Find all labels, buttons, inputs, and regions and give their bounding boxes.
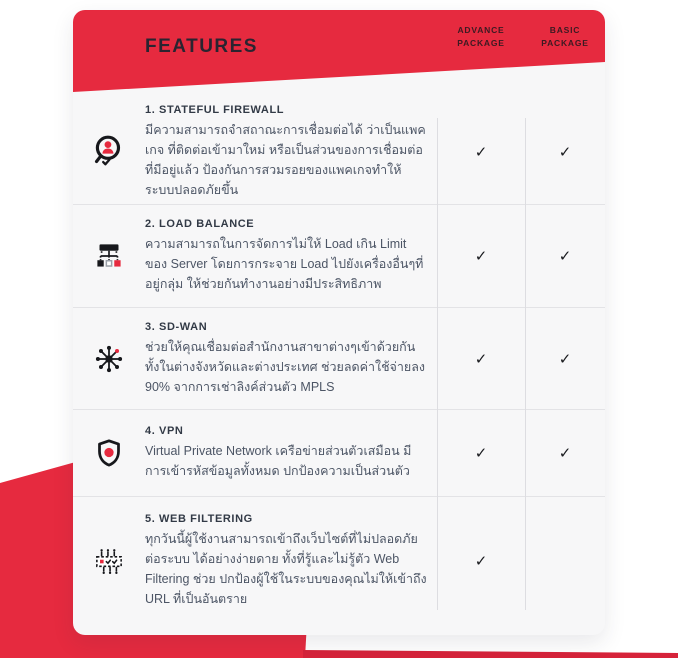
column-header-advance-line2: PACKAGE xyxy=(457,38,505,48)
features-card xyxy=(73,10,605,635)
check-basic: ✓ xyxy=(558,445,572,462)
shield-dot-icon xyxy=(73,410,145,496)
load-balancer-icon xyxy=(73,205,145,307)
column-header-basic-line2: PACKAGE xyxy=(541,38,589,48)
feature-text-block xyxy=(145,497,437,625)
check-advance: ✓ xyxy=(474,248,488,265)
feature-description: ทุกวันนี้ผู้ใช้งานสามารถเข้าถึงเว็บไซต์ที่ไม่ปลอดภัยต่อระบบ ได้อย่างง่ายดาย ทั้งที่รู้และไม่รู้ตัว Web Filtering ช่วย ปกป้องผู้ใช้ในระบบของคุณไม่ให้เข้าถึง URL ที่เป็นอันตราย xyxy=(145,532,427,606)
column-divider-left xyxy=(437,118,438,610)
column-header-basic-line1: BASIC xyxy=(549,25,581,35)
feature-description: ความสามารถในการจัดการไม่ให้ Load เกิน Limit ของ Server โดยการกระจาย Load ไปยังเครื่องอื่นๆที่อยู่กลุ่ม ให้ช่วยกันทำงานอย่างมีประสิทธิภาพ xyxy=(145,237,424,291)
check-basic: ✓ xyxy=(558,350,572,368)
feature-title: 5. WEB FILTERING xyxy=(145,513,253,525)
check-advance: ✓ xyxy=(474,144,488,161)
check-basic: ✓ xyxy=(558,248,572,265)
feature-description: ช่วยให้คุณเชื่อมต่อสำนักงานสาขาต่างๆเข้าด้วยกัน ทั้งในต่างจังหวัดและต่างประเทศ ช่วยลดค่าใช้จ่ายลง 90% จากการเช่าลิงค์ส่วนตัว MPLS xyxy=(145,339,425,394)
check-advance: ✓ xyxy=(474,350,488,368)
check-advance: ✓ xyxy=(474,553,488,570)
features-heading: FEATURES xyxy=(145,36,258,57)
column-divider-right xyxy=(525,118,526,610)
column-header-basic xyxy=(525,24,605,50)
filter-checklist-icon xyxy=(73,497,145,625)
check-advance: ✓ xyxy=(474,445,488,462)
feature-description: มีความสามารถจำสถาณะการเชื่อมต่อได้ ว่าเป็นแพคเกจ ที่ติดต่อเข้ามาใหม่ หรือเป็นส่วนของการเชื่อมต่อที่มีอยู่แล้ว ป้องกันการสวมรอยของแพคเกจทำให้ระบบปลอดภัยขึ้น xyxy=(145,123,426,197)
column-header-advance xyxy=(437,24,525,50)
feature-text-block xyxy=(145,100,437,204)
feature-text-block xyxy=(145,410,437,496)
magnifier-user-check-icon xyxy=(73,100,145,204)
hub-spoke-network-icon xyxy=(73,308,145,409)
feature-text-block xyxy=(145,205,437,307)
check-basic: ✓ xyxy=(558,144,572,161)
feature-text-block xyxy=(145,308,437,409)
column-header-advance-line1: ADVANCE xyxy=(457,25,505,35)
check-basic xyxy=(525,497,605,625)
feature-title: 4. VPN xyxy=(145,425,184,437)
feature-title: 1. STATEFUL FIREWALL xyxy=(145,104,285,116)
feature-description: Virtual Private Network เครือข่ายส่วนตัวเสมือน มีการเข้ารหัสข้อมูลทั้งหมด ปกป้องความเป็นส่วนตัว xyxy=(145,444,412,478)
feature-title: 2. LOAD BALANCE xyxy=(145,218,255,230)
feature-title: 3. SD-WAN xyxy=(145,320,208,333)
